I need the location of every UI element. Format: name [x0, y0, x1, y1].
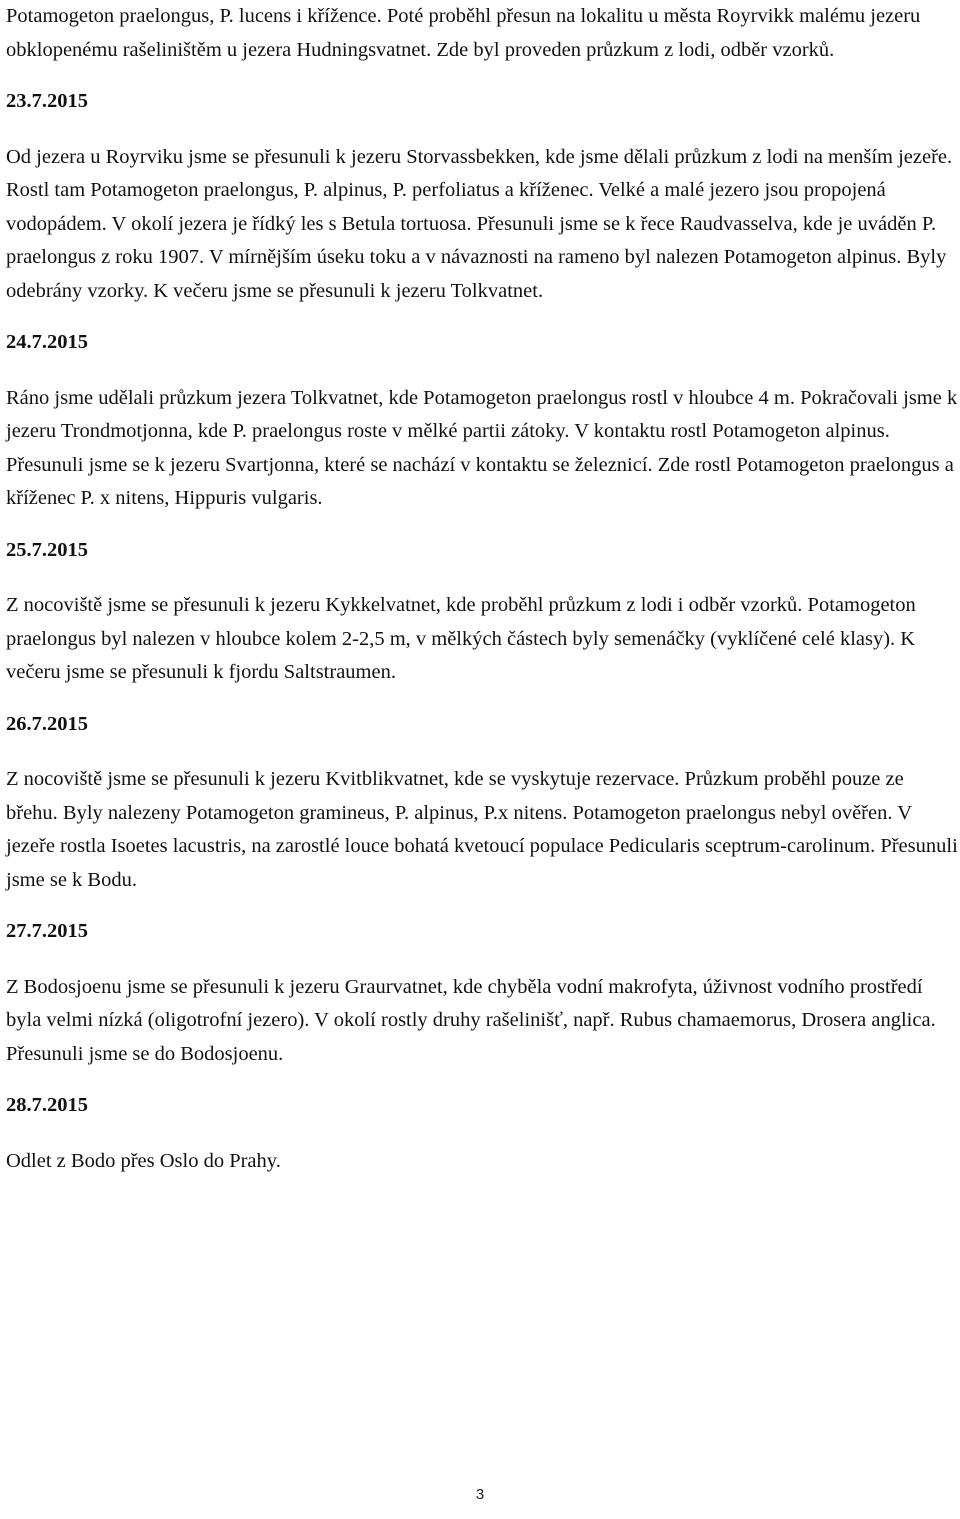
entry-date: 28.7.2015 — [6, 1094, 88, 1116]
entry-date: 26.7.2015 — [6, 712, 88, 735]
page-number: 3 — [475, 1486, 485, 1503]
entry-date: 23.7.2015 — [6, 90, 88, 112]
entry-paragraph: Z nocoviště jsme se přesunuli k jezeru Kvitblikvatnet, kde se vyskytuje rezervace. Průzkum proběhl pouze ze břehu. Byly nalezeny Potamogeton gramineus, P. alpinus, P.x nitens. Potamogeton praelongus nebyl ověřen. V jezeře rostla Isoetes lacustris, na zarostlé louce bohatá kvetoucí populace Pedicularis sceptrum-carolinum. Přesunuli jsme se k Bodu. — [6, 768, 958, 891]
document-page — [6, 0, 958, 1178]
entry-paragraph: Ráno jsme udělali průzkum jezera Tolkvatnet, kde Potamogeton praelongus rostl v hloubce 4 m. Pokračovali jsme k jezeru Trondmotjonna, kde P. praelongus roste v mělké partii zátoky. V kontaktu rostl Potamogeton alpinus. Přesunuli jsme se k jezeru Svartjonna, které se nachází v kontaktu se železnicí. Zde rostl Potamogeton praelongus a kříženec P. x nitens, Hippuris vulgaris. — [6, 386, 958, 509]
entry-paragraph: Odlet z Bodo přes Oslo do Prahy. — [6, 1149, 281, 1172]
entry-paragraph: Z nocoviště jsme se přesunuli k jezeru Kykkelvatnet, kde proběhl průzkum z lodi i odběr vzorků. Potamogeton praelongus byl nalezen v hloubce kolem 2-2,5 m, v mělkých částech byly semenáčky (vyklíčené celé klasy). K večeru jsme se přesunuli k fjordu Saltstraumen. — [6, 594, 916, 683]
entry-date: 27.7.2015 — [6, 920, 88, 942]
entry-date: 24.7.2015 — [6, 331, 88, 353]
entry-paragraph: Z Bodosjoenu jsme se přesunuli k jezeru Graurvatnet, kde chyběla vodní makrofyta, úživnost vodního prostředí byla velmi nízká (oligotrofní jezero). V okolí rostly druhy rašelinišť, např. Rubus chamaemorus, Drosera anglica. Přesunuli jsme se do Bodosjoenu. — [6, 975, 936, 1065]
intro-paragraph: Potamogeton praelongus, P. lucens i křížence. Poté proběhl přesun na lokalitu u města Royrvikk malému jezeru obklopenému rašeliništěm u jezera Hudningsvatnet. Zde byl proveden průzkum z lodi, odběr vzorků. — [6, 5, 921, 61]
entry-date: 25.7.2015 — [6, 538, 88, 561]
entry-paragraph: Od jezera u Royrviku jsme se přesunuli k jezeru Storvassbekken, kde jsme dělali průzkum z lodi na menším jezeře. Rostl tam Potamogeton praelongus, P. alpinus, P. perfoliatus a kříženec. Velké a malé jezero jsou propojená vodopádem. V okolí jezera je řídký les s Betula tortuosa. Přesunuli jsme se k řece Raudvasselva, kde je uváděn P. praelongus z roku 1907. V mírnějším úseku toku a v návaznosti na rameno byl nalezen Potamogeton alpinus. Byly odebrány vzorky. K večeru jsme se přesunuli k jezeru Tolkvatnet. — [6, 145, 953, 302]
